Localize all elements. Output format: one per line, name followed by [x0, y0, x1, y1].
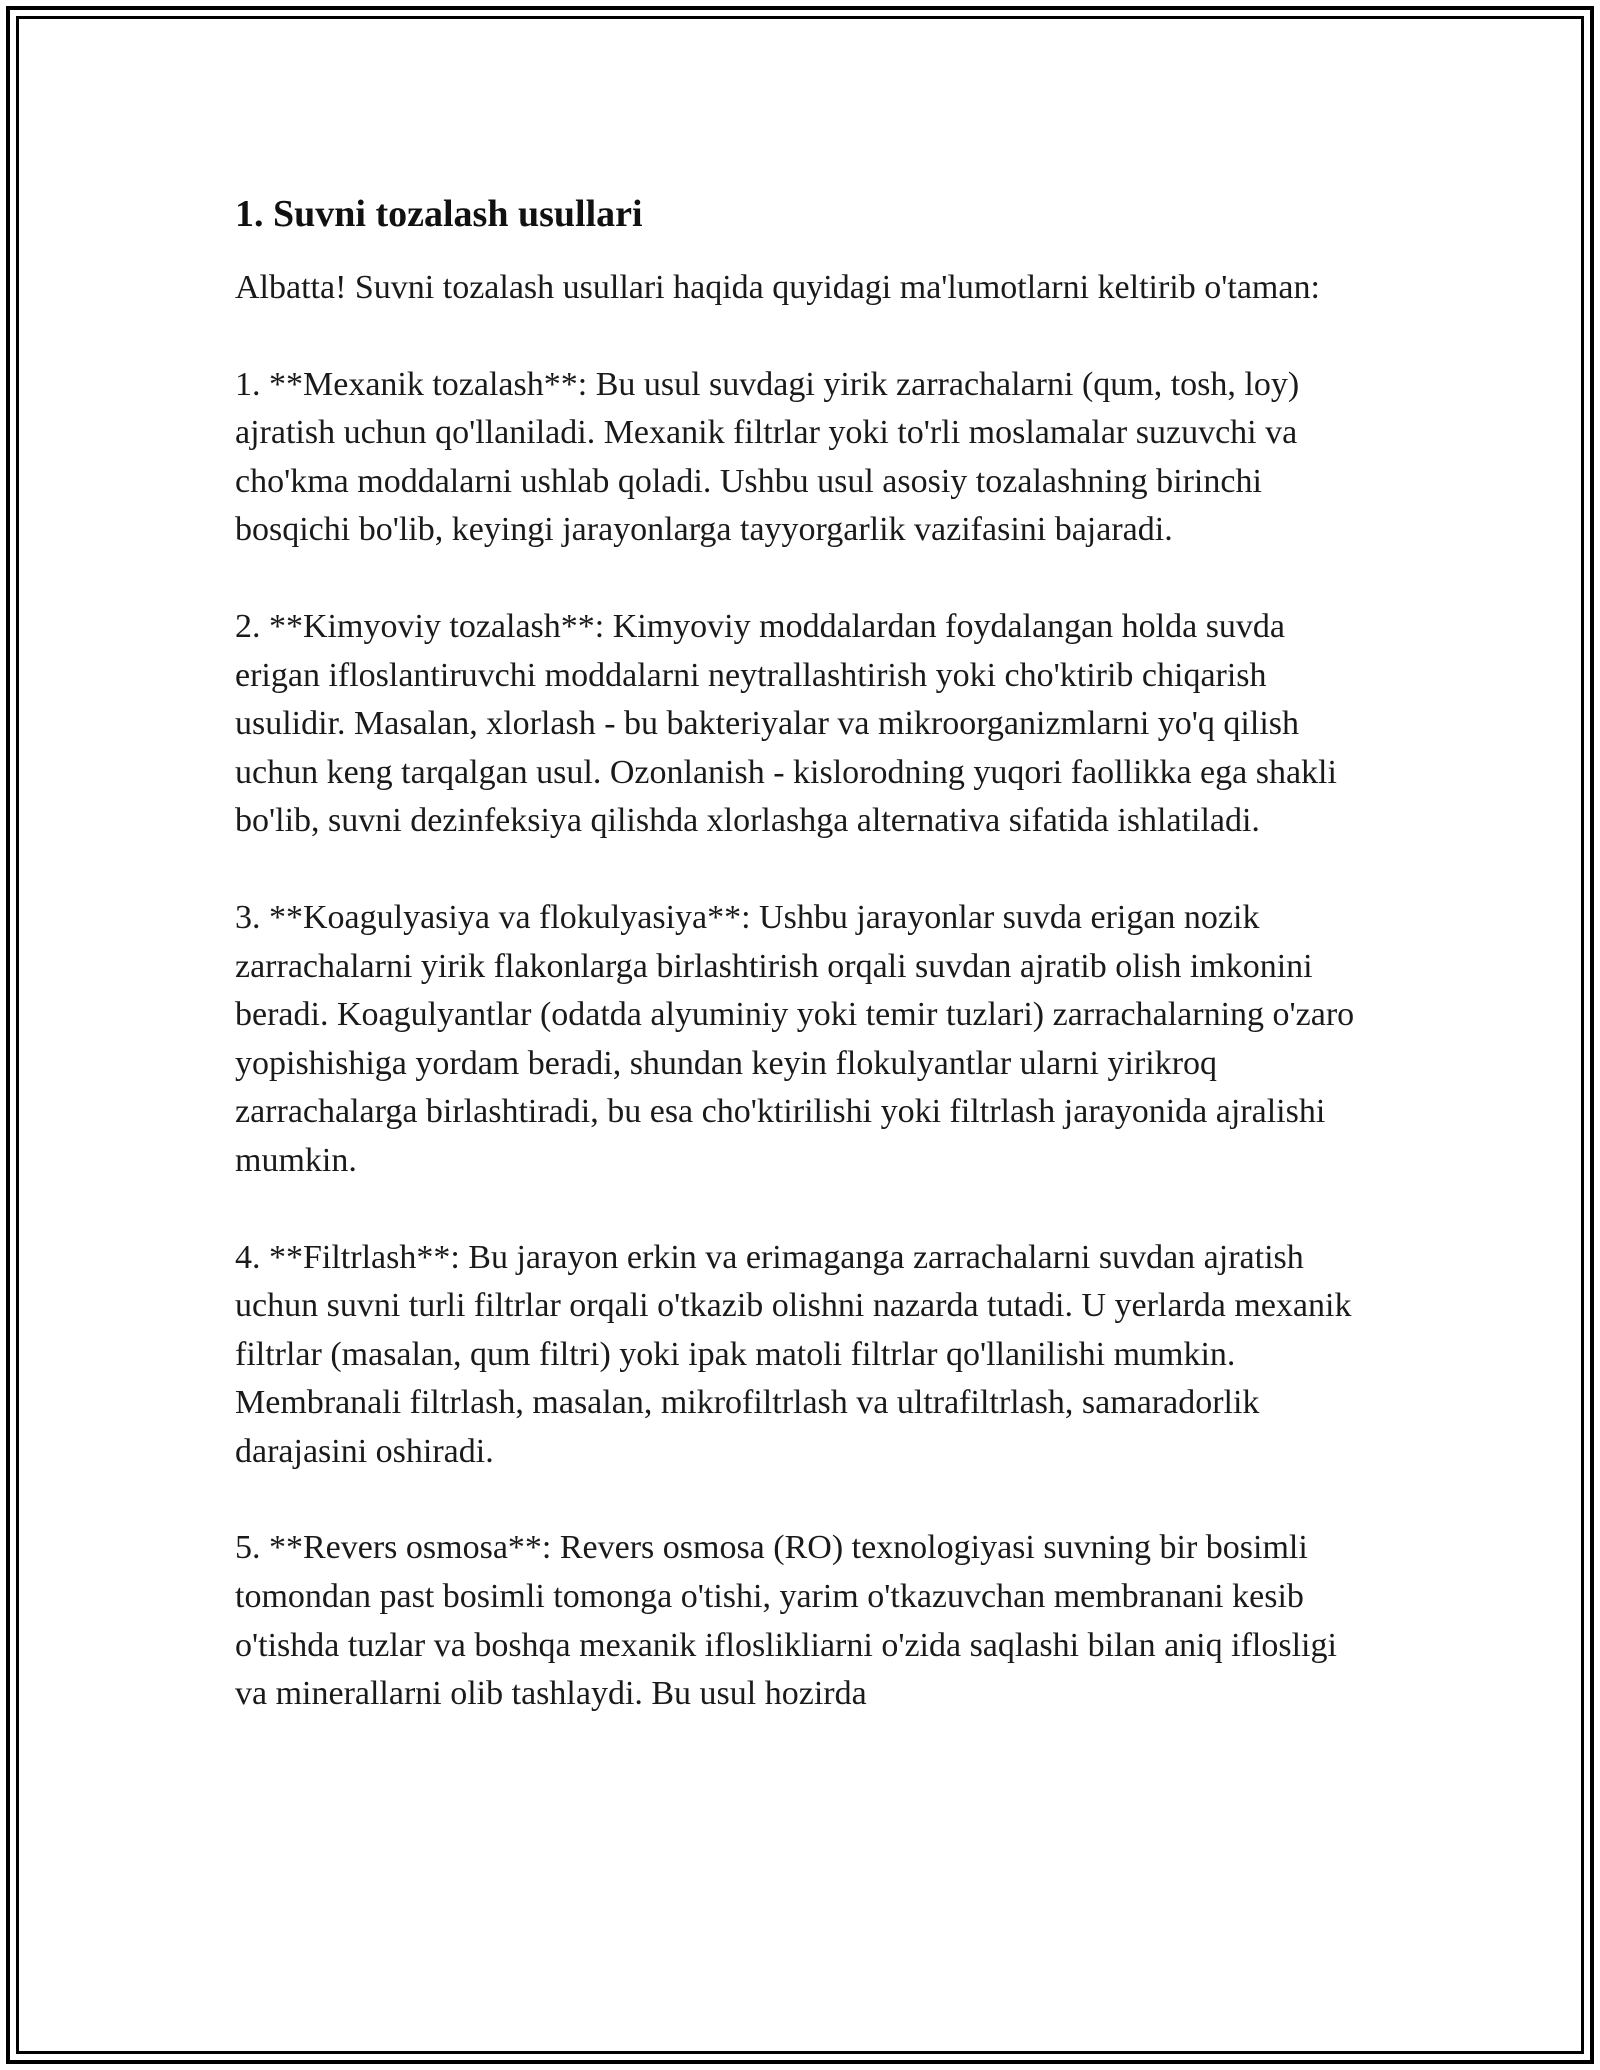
document-body	[235, 186, 1365, 1767]
paragraph-reverse-osmosis: 5. **Revers osmosa**: Revers osmosa (RO) texnologiyasi suvning bir bosimli tomondan past bosimli tomonga o'tishi, yarim o'tkazuvchan membranani kesib o'tishda tuzlar va boshqa mexanik ifloslikliarni o'zida saqlashi bilan aniq iflosligi va minerallarni olib tashlaydi. Bu usul hozirda	[235, 1529, 1337, 1713]
intro-paragraph: Albatta! Suvni tozalash usullari haqida quyidagi ma'lumotlarni keltirib o'taman:	[235, 269, 1320, 306]
paragraph-chemical-cleaning: 2. **Kimyoviy tozalash**: Kimyoviy moddalardan foydalangan holda suvda erigan ifloslantiruvchi moddalarni neytrallashtirish yoki cho'ktirib chiqarish usulidir. Masalan, xlorlash - bu bakteriyalar va mikroorganizmlarni yo'q qilish uchun keng tarqalgan usul. Ozonlanish - kislorodning yuqori faollikka ega shakli bo'lib, suvni dezinfeksiya qilishda xlorlashga alternativa sifatida ishlatiladi.	[235, 607, 1337, 840]
paragraph-mechanical-cleaning: 1. **Mexanik tozalash**: Bu usul suvdagi yirik zarrachalarni (qum, tosh, loy) ajratish uchun qo'llaniladi. Mexanik filtrlar yoki to'rli moslamalar suzuvchi va cho'kma moddalarni ushlab qoladi. Ushbu usul asosiy tozalashning birinchi bosqichi bo'lib, keyingi jarayonlarga tayyorgarlik vazifasini bajaradi.	[235, 365, 1300, 549]
paragraph-coagulation-flocculation: 3. **Koagulyasiya va flokulyasiya**: Ushbu jarayonlar suvda erigan nozik zarrachalarni yirik flakonlarga birlashtirish orqali suvdan ajratib olish imkonini beradi. Koagulyantlar (odatda alyuminiy yoki temir tuzlari) zarrachalarning o'zaro yopishishiga yordam beradi, shundan keyin flokulyantlar ularni yirikroq zarrachalarga birlashtiradi, bu esa cho'ktirilishi yoki filtrlash jarayonida ajralishi mumkin.	[235, 898, 1355, 1179]
paragraph-filtration: 4. **Filtrlash**: Bu jarayon erkin va erimaganga zarrachalarni suvdan ajratish uchun suvni turli filtrlar orqali o'tkazib olishni nazarda tutadi. U yerlarda mexanik filtrlar (masalan, qum filtri) yoki ipak matoli filtrlar qo'llanilishi mumkin. Membranali filtrlash, masalan, mikrofiltrlash va ultrafiltrlash, samaradorlik darajasini oshiradi.	[235, 1238, 1352, 1470]
document-title: 1. Suvni tozalash usullari	[235, 193, 643, 235]
